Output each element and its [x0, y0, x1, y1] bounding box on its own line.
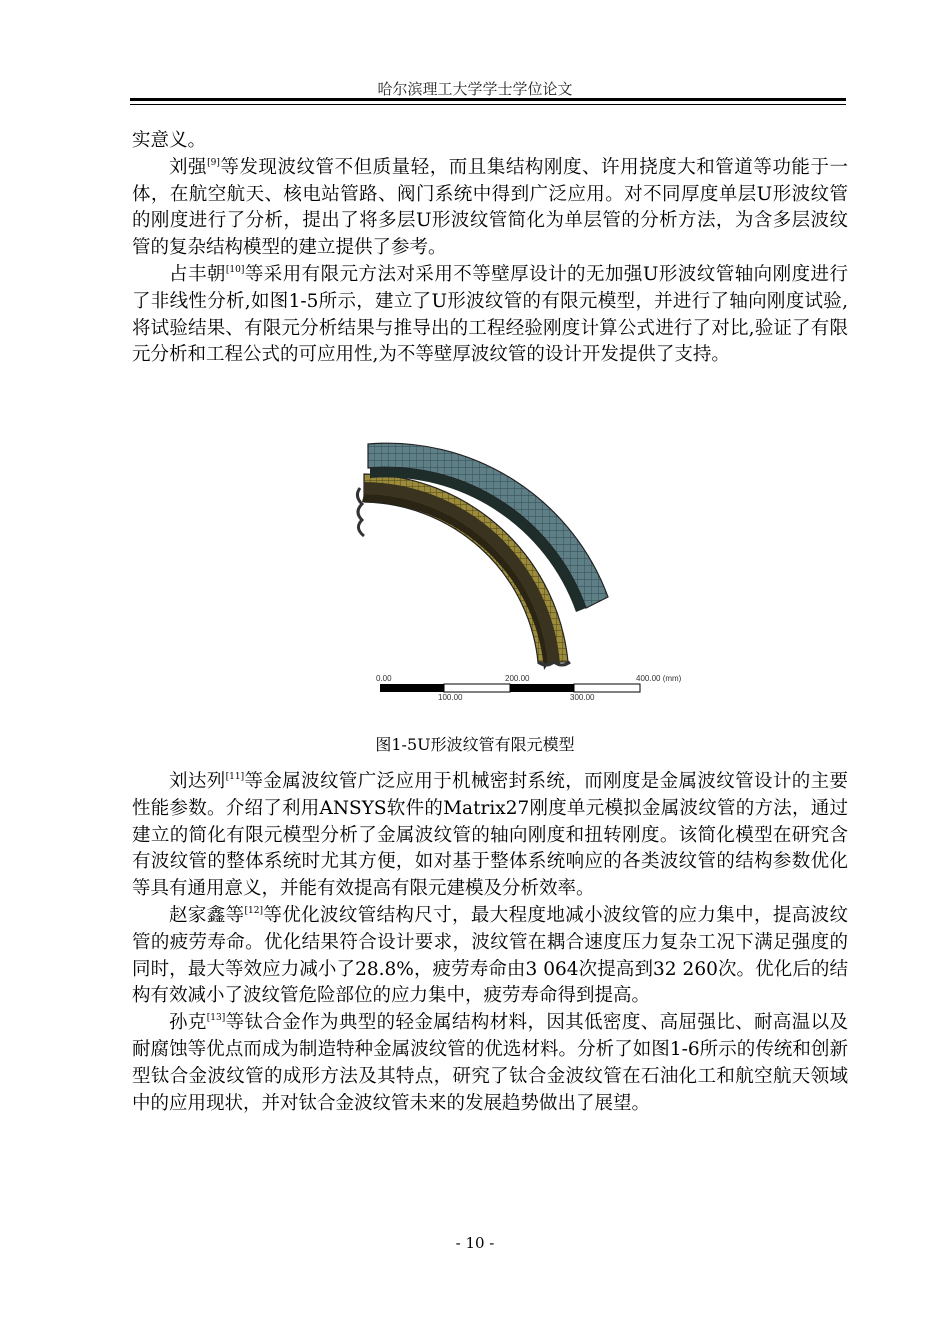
header-title: 哈尔滨理工大学学士学位论文 [377, 80, 573, 98]
scale-label: 200.00 [505, 674, 530, 683]
body-text-top [132, 128, 848, 369]
paragraph [132, 1010, 848, 1117]
scale-label: 0.00 [376, 674, 392, 683]
paragraph [132, 903, 848, 1010]
page-number: - 10 - [455, 1234, 495, 1252]
citation: [9] [207, 157, 220, 168]
header-rule-thin [130, 104, 846, 105]
citation: [10] [225, 264, 245, 275]
paragraph [132, 262, 848, 369]
paragraph-author: 刘强 [169, 156, 208, 178]
figure-bellows-fem-model [346, 432, 686, 700]
paragraph-author: 刘达列 [169, 771, 226, 792]
paragraph [132, 155, 848, 262]
bellows-mesh-icon [357, 443, 608, 670]
fem-model-image [346, 432, 686, 700]
paragraph-text: 等优化波纹管结构尺寸，最大程度地减小波纹管的应力集中，提高波纹管的疲劳寿命。优化结果符合设计要求，波纹管在耦合速度压力复杂工况下满足强度的同时，最大等效应力减小了28.8%，疲劳寿命由3 064次提高到32 260次。优化后的结构有效减小了波纹管危险部位的应力集中，疲劳寿命得到提高。 [132, 904, 848, 1007]
body-text-bottom [132, 769, 848, 1117]
scale-label: 100.00 [438, 693, 463, 700]
paragraph-text: 等钛合金作为典型的轻金属结构材料，因其低密度、高屈强比、耐高温以及耐腐蚀等优点而成为制造特种金属波纹管的优选材料。分析了如图1-6所示的传统和创新型钛合金波纹管的成形方法及其特点，研究了钛合金波纹管在石油化工和航空航天领域中的应用现状，并对钛合金波纹管未来的发展趋势做出了展望。 [132, 1012, 848, 1114]
paragraph [132, 769, 848, 903]
figure-caption: 图1-5U形波纹管有限元模型 [375, 735, 575, 754]
paragraph-author: 孙克 [169, 1012, 207, 1034]
paragraph-text: 等发现波纹管不但质量轻，而且集结构刚度、许用挠度大和管道等功能于一体，在航空航天、核电站管路、阀门系统中得到广泛应用。对不同厚度单层U形波纹管的刚度进行了分析，提出了将多层U形波纹管简化为单层管的分析方法，为含多层波纹管的复杂结构模型的建立提供了参考。 [132, 156, 848, 259]
citation: [11] [225, 772, 245, 782]
citation: [12] [244, 905, 263, 916]
citation: [13] [206, 1013, 226, 1024]
paragraph-continuation [132, 128, 848, 155]
header-rule-thick [130, 98, 846, 101]
paragraph-author: 赵家鑫等 [169, 904, 245, 926]
paragraph-text: 等采用有限元方法对采用不等壁厚设计的无加强U形波纹管轴向刚度进行了非线性分析,如图1-5所示，建立了U形波纹管的有限元模型，并进行了轴向刚度试验,将试验结果、有限元分析结果与推导出的工程经验刚度计算公式进行了对比,验证了有限元分析和工程公式的可应用性,为不等壁厚波纹管的设计开发提供了支持。 [132, 263, 848, 366]
scale-label: 300.00 [570, 693, 595, 700]
paragraph-text: 等金属波纹管广泛应用于机械密封系统，而刚度是金属波纹管设计的主要性能参数。介绍了利用ANSYS软件的Matrix27刚度单元模拟金属波纹管的方法，通过建立的简化有限元模型分析了金属波纹管的轴向刚度和扭转刚度。该简化模型在研究含有波纹管的整体系统时尤其方便，如对基于整体系统响应的各类波纹管的结构参数优化等具有通用意义，并能有效提高有限元建模及分析效率。 [132, 771, 848, 900]
scale-label: 400.00 (mm) [636, 674, 682, 683]
paragraph-text: 实意义。 [132, 130, 207, 151]
scale-bar [376, 674, 682, 700]
paragraph-author: 占丰朝 [169, 263, 226, 285]
